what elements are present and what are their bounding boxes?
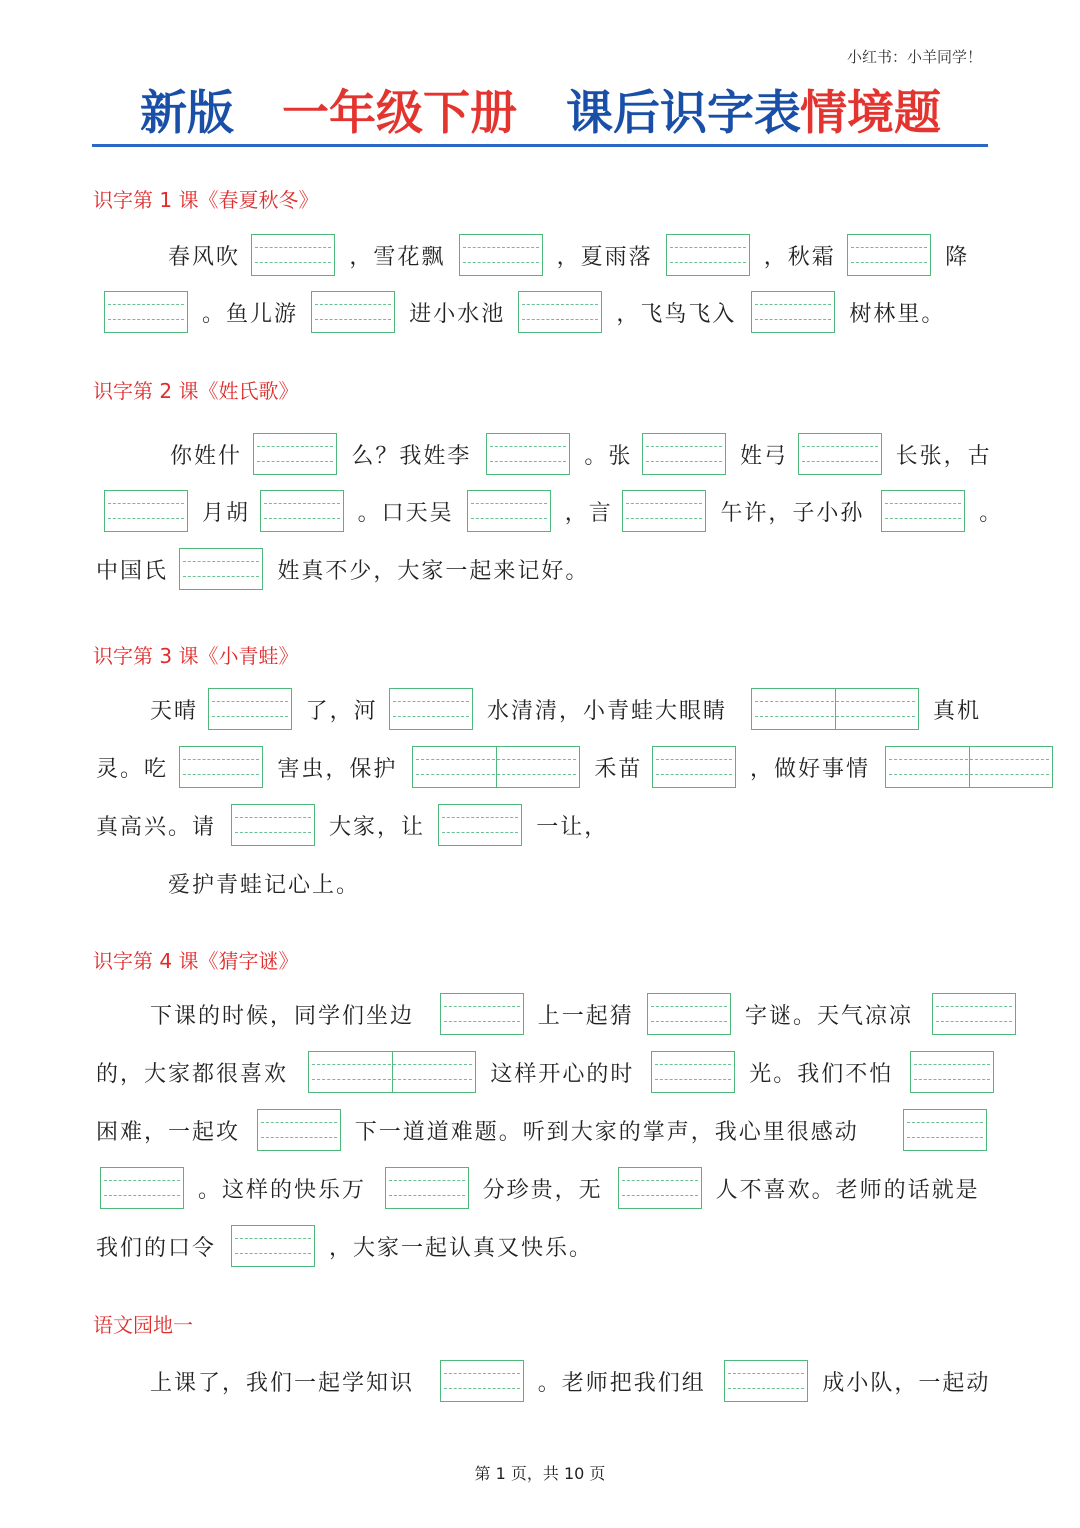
worksheet-line bbox=[0, 234, 1080, 278]
pinyin-answer-box[interactable] bbox=[642, 433, 726, 475]
title-part-topic: 课后识字表 bbox=[566, 86, 801, 141]
sentence-text: 中国氏 bbox=[96, 559, 169, 584]
pinyin-answer-box[interactable] bbox=[253, 433, 337, 475]
pinyin-answer-box[interactable] bbox=[385, 1167, 469, 1209]
section-title: 识字第 3 课《小青蛙》 bbox=[93, 644, 299, 668]
pinyin-answer-box[interactable] bbox=[389, 688, 473, 730]
pinyin-answer-box-double[interactable] bbox=[885, 746, 1053, 788]
worksheet-line bbox=[0, 993, 1080, 1037]
pinyin-answer-box[interactable] bbox=[467, 490, 551, 532]
sentence-text: 你姓什 bbox=[170, 444, 243, 469]
pinyin-answer-box-double[interactable] bbox=[308, 1051, 476, 1093]
sentence-text: 天晴 bbox=[150, 699, 199, 724]
sentence-text: 这样开心的时 bbox=[490, 1062, 635, 1087]
section-title: 语文园地一 bbox=[93, 1313, 193, 1337]
sentence-text: 树林里。 bbox=[849, 302, 946, 327]
sentence-text: 春风吹 bbox=[168, 245, 241, 270]
worksheet-line bbox=[0, 490, 1080, 534]
sentence-text: 困难，一起攻 bbox=[96, 1120, 241, 1145]
sentence-text: 大家，让 bbox=[329, 815, 426, 840]
sentence-text: 么？我姓李 bbox=[351, 444, 472, 469]
pinyin-answer-box[interactable] bbox=[257, 1109, 341, 1151]
page-title bbox=[92, 82, 988, 147]
worksheet-line bbox=[0, 688, 1080, 732]
sentence-text: ，言 bbox=[564, 501, 613, 526]
title-part-type: 情境题 bbox=[800, 86, 941, 141]
sentence-text: 字谜。天气凉凉 bbox=[745, 1004, 914, 1029]
pinyin-answer-box[interactable] bbox=[459, 234, 543, 276]
sentence-text: 光。我们不怕 bbox=[749, 1062, 894, 1087]
pinyin-answer-box[interactable] bbox=[231, 1225, 315, 1267]
sentence-text: 月胡 bbox=[202, 501, 251, 526]
box-divider bbox=[392, 1052, 393, 1092]
pinyin-answer-box[interactable] bbox=[881, 490, 965, 532]
sentence-text: 禾苗 bbox=[594, 757, 643, 782]
sentence-text: 。鱼儿游 bbox=[202, 302, 299, 327]
box-divider bbox=[835, 689, 836, 729]
pinyin-answer-box-double[interactable] bbox=[751, 688, 919, 730]
pinyin-answer-box[interactable] bbox=[179, 746, 263, 788]
box-divider bbox=[969, 747, 970, 787]
pinyin-answer-box[interactable] bbox=[260, 490, 344, 532]
sentence-text: 。 bbox=[979, 501, 1004, 526]
sentence-text: 。张 bbox=[584, 444, 633, 469]
pinyin-answer-box[interactable] bbox=[666, 234, 750, 276]
sentence-text: 了，河 bbox=[305, 699, 378, 724]
worksheet-line bbox=[0, 862, 1080, 906]
title-part-edition: 新版 bbox=[140, 86, 234, 141]
sentence-text: ，夏雨落 bbox=[556, 245, 653, 270]
worksheet-line bbox=[0, 1109, 1080, 1153]
sentence-text: ，飞鸟飞入 bbox=[616, 302, 737, 327]
pinyin-answer-box[interactable] bbox=[724, 1360, 808, 1402]
pinyin-answer-box[interactable] bbox=[179, 548, 263, 590]
sentence-text: ，做好事情 bbox=[750, 757, 871, 782]
pinyin-answer-box[interactable] bbox=[622, 490, 706, 532]
pinyin-answer-box-double[interactable] bbox=[412, 746, 580, 788]
title-part-grade: 一年级下册 bbox=[282, 86, 517, 141]
sentence-text: 下一道道难题。听到大家的掌声，我心里很感动 bbox=[354, 1120, 859, 1145]
pinyin-answer-box[interactable] bbox=[932, 993, 1016, 1035]
worksheet-line bbox=[0, 1360, 1080, 1404]
pinyin-answer-box[interactable] bbox=[651, 1051, 735, 1093]
pinyin-answer-box[interactable] bbox=[311, 291, 395, 333]
pinyin-answer-box[interactable] bbox=[847, 234, 931, 276]
worksheet-line bbox=[0, 433, 1080, 477]
page-number: 第 1 页，共 10 页 bbox=[474, 1464, 606, 1483]
sentence-text: 。这样的快乐万 bbox=[198, 1178, 367, 1203]
sentence-text: 爱护青蛙记心上。 bbox=[168, 873, 361, 898]
sentence-text: 上课了，我们一起学知识 bbox=[150, 1371, 415, 1396]
pinyin-answer-box[interactable] bbox=[798, 433, 882, 475]
sentence-text: ，雪花飘 bbox=[349, 245, 446, 270]
sentence-text: 上一起猜 bbox=[537, 1004, 634, 1029]
sentence-text: ，秋霜 bbox=[763, 245, 836, 270]
sentence-text: 一让， bbox=[536, 815, 609, 840]
sentence-text: 降 bbox=[945, 245, 970, 270]
pinyin-answer-box[interactable] bbox=[440, 993, 524, 1035]
section-title: 识字第 4 课《猜字谜》 bbox=[93, 949, 299, 973]
pinyin-answer-box[interactable] bbox=[903, 1109, 987, 1151]
sentence-text: 水清清，小青蛙大眼睛 bbox=[487, 699, 728, 724]
pinyin-answer-box[interactable] bbox=[104, 490, 188, 532]
sentence-text: 我们的口令 bbox=[96, 1236, 217, 1261]
section-title: 识字第 2 课《姓氏歌》 bbox=[93, 379, 299, 403]
worksheet-line bbox=[0, 1051, 1080, 1095]
pinyin-answer-box[interactable] bbox=[438, 804, 522, 846]
sentence-text: 人不喜欢。老师的话就是 bbox=[715, 1178, 980, 1203]
worksheet-line bbox=[0, 548, 1080, 592]
worksheet-line bbox=[0, 746, 1080, 790]
sentence-text: 成小队，一起动 bbox=[822, 1371, 991, 1396]
sentence-text: 下课的时候，同学们坐边 bbox=[150, 1004, 415, 1029]
pinyin-answer-box[interactable] bbox=[231, 804, 315, 846]
worksheet-line bbox=[0, 291, 1080, 335]
author-credit: 小红书：小羊同学！ bbox=[846, 48, 982, 66]
sentence-text: 长张，古 bbox=[895, 444, 992, 469]
pinyin-answer-box[interactable] bbox=[647, 993, 731, 1035]
pinyin-answer-box[interactable] bbox=[100, 1167, 184, 1209]
worksheet-line bbox=[0, 1225, 1080, 1269]
sentence-text: ，大家一起认真又快乐。 bbox=[329, 1236, 594, 1261]
pinyin-answer-box[interactable] bbox=[910, 1051, 994, 1093]
box-divider bbox=[496, 747, 497, 787]
sentence-text: 分珍贵，无 bbox=[482, 1178, 603, 1203]
sentence-text: 。老师把我们组 bbox=[537, 1371, 706, 1396]
sentence-text: 真高兴。请 bbox=[96, 815, 217, 840]
worksheet-line bbox=[0, 804, 1080, 848]
pinyin-answer-box[interactable] bbox=[518, 291, 602, 333]
pinyin-answer-box[interactable] bbox=[251, 234, 335, 276]
sentence-text: 。口天吴 bbox=[357, 501, 454, 526]
worksheet-line bbox=[0, 1167, 1080, 1211]
pinyin-answer-box[interactable] bbox=[440, 1360, 524, 1402]
section-title: 识字第 1 课《春夏秋冬》 bbox=[93, 188, 319, 212]
pinyin-answer-box[interactable] bbox=[751, 291, 835, 333]
sentence-text: 的，大家都很喜欢 bbox=[96, 1062, 289, 1087]
sentence-text: 午许，子小孙 bbox=[720, 501, 865, 526]
sentence-text: 真机 bbox=[933, 699, 982, 724]
sentence-text: 进小水池 bbox=[409, 302, 506, 327]
pinyin-answer-box[interactable] bbox=[104, 291, 188, 333]
pinyin-answer-box[interactable] bbox=[208, 688, 292, 730]
sentence-text: 灵。吃 bbox=[96, 757, 169, 782]
sentence-text: 姓真不少，大家一起来记好。 bbox=[277, 559, 590, 584]
pinyin-answer-box[interactable] bbox=[486, 433, 570, 475]
pinyin-answer-box[interactable] bbox=[618, 1167, 702, 1209]
sentence-text: 害虫，保护 bbox=[277, 757, 398, 782]
sentence-text: 姓弓 bbox=[740, 444, 789, 469]
pinyin-answer-box[interactable] bbox=[652, 746, 736, 788]
